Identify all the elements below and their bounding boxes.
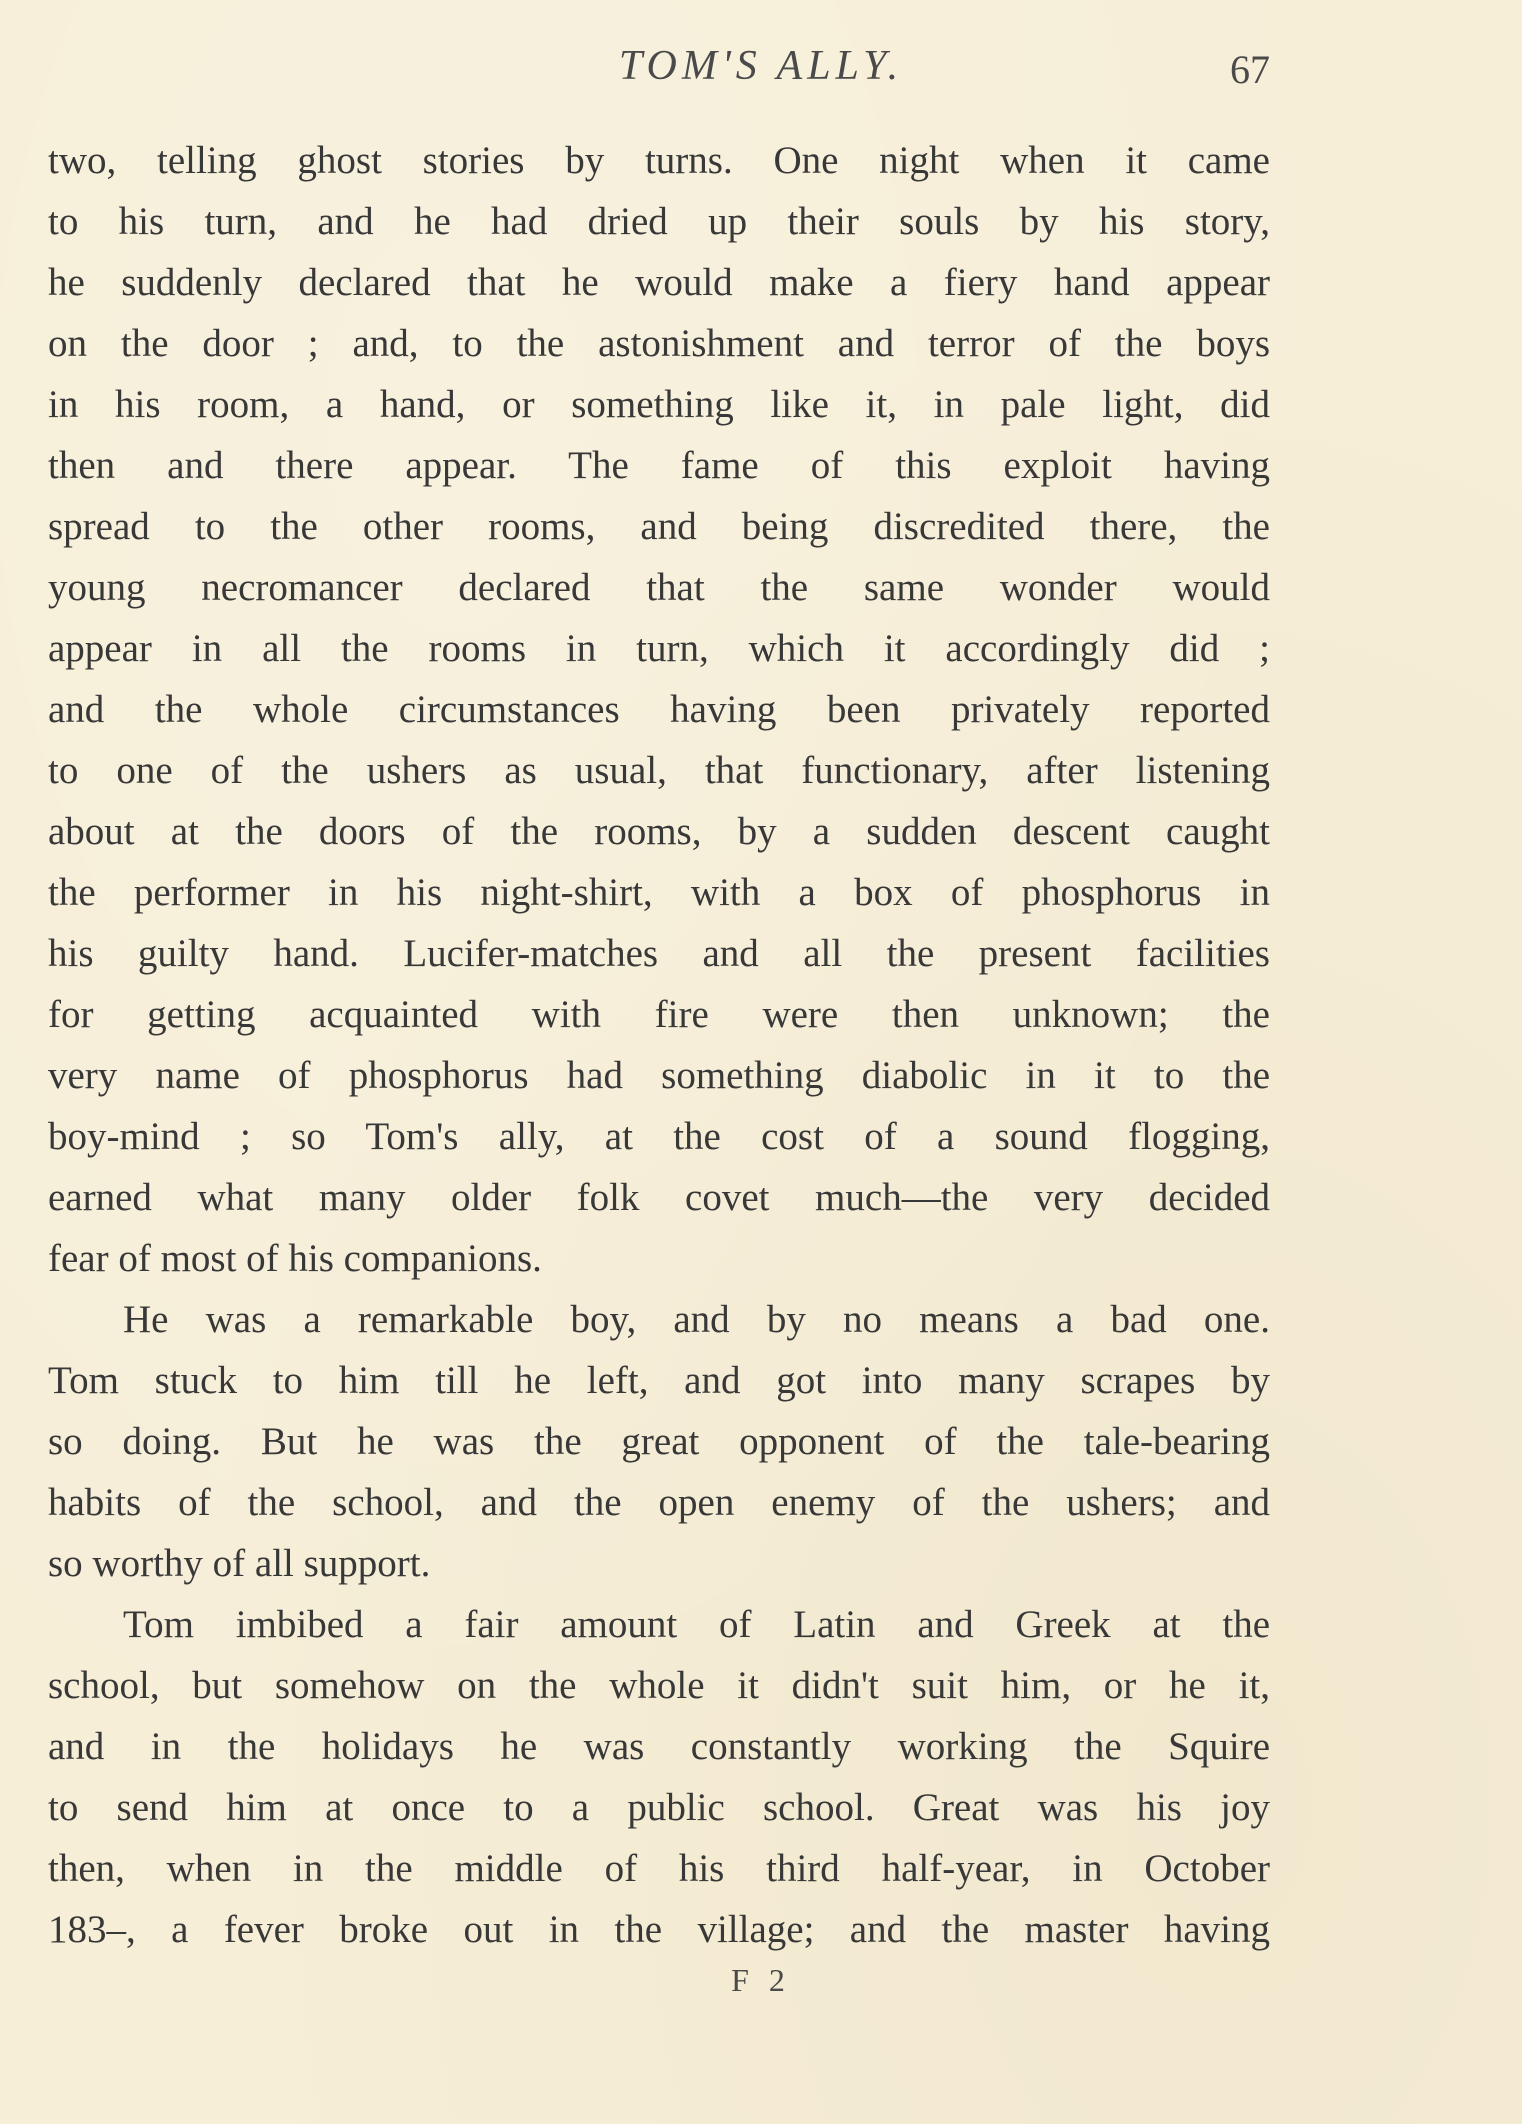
paragraph-end-line: fear of most of his companions. [48, 1237, 542, 1280]
text-line: his guilty hand. Lucifer-matches and all the present facilities [48, 932, 1270, 975]
text-line: then, when in the middle of his third half-year, in October [48, 1847, 1270, 1890]
text-line: young necromancer declared that the same wonder would [48, 566, 1270, 609]
text-line: and the whole circumstances having been privately reported [48, 688, 1270, 731]
text-line: to his turn, and he had dried up their souls by his story, [48, 200, 1270, 243]
text-line: 183–, a fever broke out in the village; and the master having [48, 1908, 1270, 1951]
running-title: TOM'S ALLY. [618, 43, 904, 89]
text-line: and in the holidays he was constantly working the Squire [48, 1725, 1270, 1768]
text-line: to one of the ushers as usual, that functionary, after listening [48, 749, 1270, 792]
text-line: Tom stuck to him till he left, and got into many scrapes by [48, 1359, 1270, 1402]
paragraph-end-line: so worthy of all support. [48, 1542, 431, 1585]
paragraph-start-line: Tom imbibed a fair amount of Latin and Greek at the [123, 1603, 1270, 1646]
text-line: very name of phosphorus had something diabolic in it to the [48, 1054, 1270, 1097]
text-line: about at the doors of the rooms, by a sudden descent caught [48, 810, 1270, 853]
page-number: 67 [1230, 47, 1270, 92]
text-line: habits of the school, and the open enemy of the ushers; and [48, 1481, 1270, 1524]
text-line: appear in all the rooms in turn, which it accordingly did ; [48, 627, 1270, 670]
paragraph-start-line: He was a remarkable boy, and by no means a bad one. [123, 1298, 1270, 1341]
text-line: the performer in his night-shirt, with a box of phosphorus in [48, 871, 1270, 914]
text-line: then and there appear. The fame of this exploit having [48, 444, 1270, 487]
running-head [0, 42, 1522, 102]
text-line: two, telling ghost stories by turns. One night when it came [48, 139, 1270, 182]
text-line: school, but somehow on the whole it didn't suit him, or he it, [48, 1664, 1270, 1707]
text-line: for getting acquainted with fire were then unknown; the [48, 993, 1270, 1036]
body-text [48, 130, 1270, 1960]
text-line: he suddenly declared that he would make a fiery hand appear [48, 261, 1270, 304]
text-line: spread to the other rooms, and being discredited there, the [48, 505, 1270, 548]
signature-mark: F 2 [731, 1962, 791, 1998]
text-line: boy-mind ; so Tom's ally, at the cost of a sound flogging, [48, 1115, 1270, 1158]
text-line: in his room, a hand, or something like it, in pale light, did [48, 383, 1270, 426]
text-line: earned what many older folk covet much—the very decided [48, 1176, 1270, 1219]
text-line: to send him at once to a public school. Great was his joy [48, 1786, 1270, 1829]
text-line: on the door ; and, to the astonishment and terror of the boys [48, 322, 1270, 365]
text-line: so doing. But he was the great opponent of the tale-bearing [48, 1420, 1270, 1463]
